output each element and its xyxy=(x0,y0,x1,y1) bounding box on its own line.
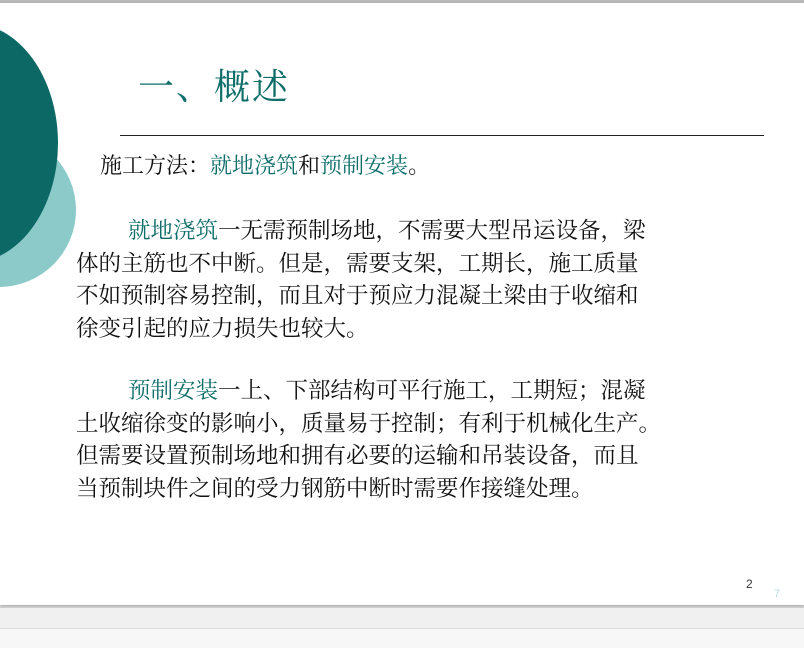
paragraph-line: 但需要设置预制场地和拥有必要的运输和吊装设备，而且 xyxy=(76,443,639,469)
paragraph-line: 徐变引起的应力损失也较大。 xyxy=(76,315,369,342)
cast-in-place-paragraph xyxy=(76,215,766,345)
method-option-cast-in-place: 就地浇筑 xyxy=(210,154,299,179)
paragraph-line: 土收缩徐变的影响小，质量易于控制；有利于机械化生产。 xyxy=(76,410,662,437)
precast-paragraph xyxy=(76,375,766,505)
paragraph-line: 不如预制容易控制，而且对于预应力混凝土梁由于收缩和 xyxy=(76,283,639,309)
slide-page-number: 2 xyxy=(746,577,753,591)
paragraph-term: 预制安装 xyxy=(128,378,219,404)
construction-method-line xyxy=(100,150,430,184)
method-option-precast: 预制安装 xyxy=(320,154,409,179)
slide-title: 一、概述 xyxy=(138,67,291,108)
method-joiner: 和 xyxy=(298,154,321,179)
paragraph-term: 就地浇筑 xyxy=(128,218,219,244)
horizontal-scrollbar[interactable] xyxy=(0,628,804,648)
title-divider xyxy=(120,135,764,136)
paragraph-text: 一无需预制场地，不需要大型吊运设备，梁 xyxy=(218,218,646,244)
corner-watermark: 7 xyxy=(774,588,781,600)
method-suffix: 。 xyxy=(408,154,431,179)
slide[interactable] xyxy=(0,3,804,605)
paragraph-line xyxy=(76,215,766,248)
paragraph-line: 当预制块件之间的受力钢筋中断时需要作接缝处理。 xyxy=(76,475,594,502)
paragraph-line: 体的主筋也不中断。但是，需要支架，工期长，施工质量 xyxy=(76,250,639,277)
paragraph-text: 一上、下部结构可平行施工，工期短；混凝 xyxy=(218,378,646,404)
paragraph-line xyxy=(76,375,766,408)
method-prefix: 施工方法： xyxy=(100,154,211,179)
